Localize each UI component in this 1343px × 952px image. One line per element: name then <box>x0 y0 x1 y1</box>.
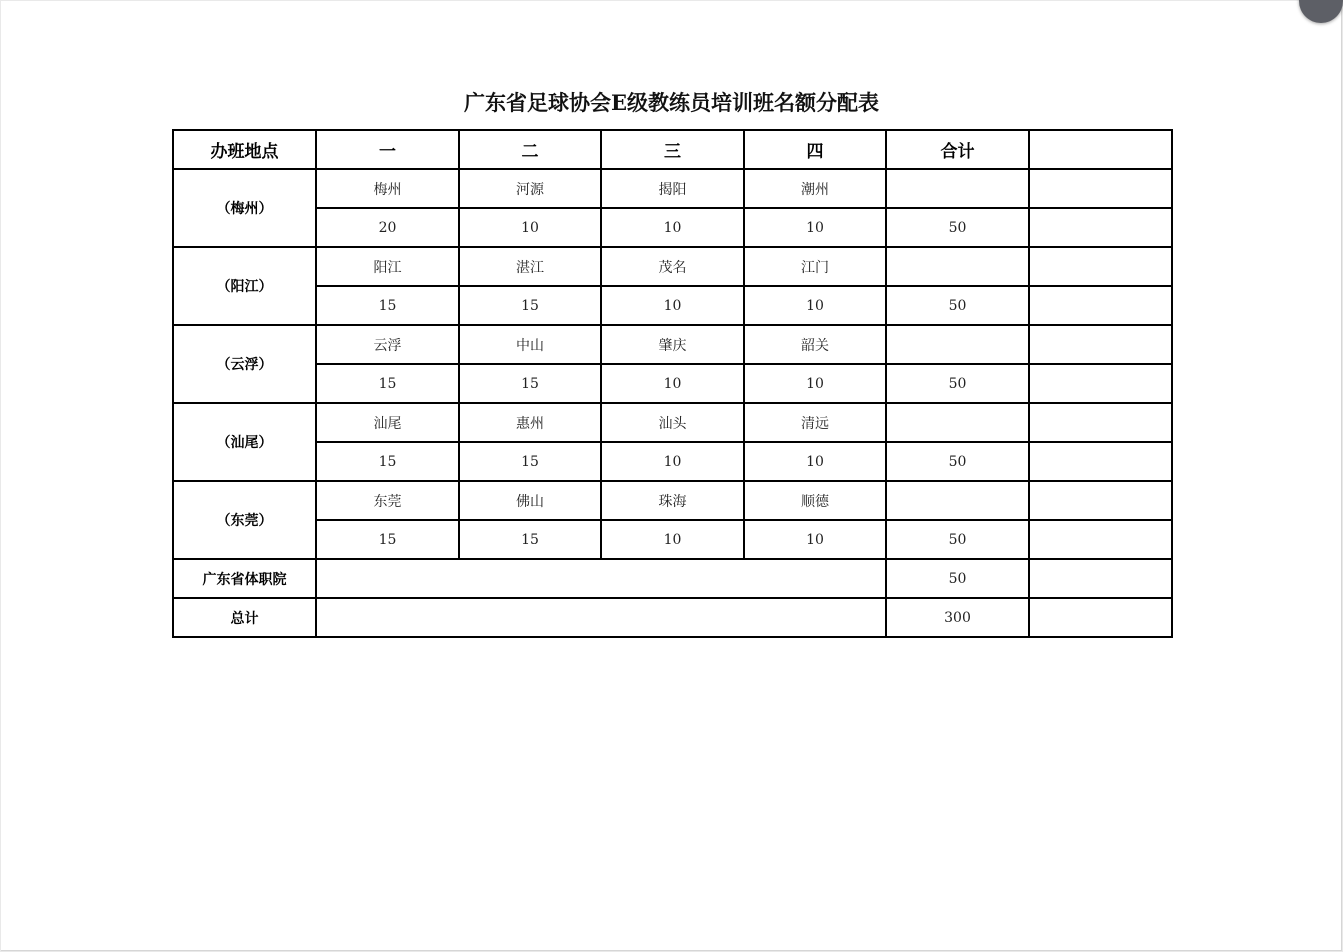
city-cell: 佛山 <box>459 481 601 520</box>
quota-table <box>172 129 1173 638</box>
table-row <box>173 364 1172 403</box>
quota-cell: 10 <box>601 364 744 403</box>
header-extra <box>1029 130 1172 169</box>
header-col-4: 四 <box>744 130 886 169</box>
quota-cell: 15 <box>459 520 601 559</box>
table-row <box>173 520 1172 559</box>
empty-cell <box>1029 247 1172 286</box>
empty-cell <box>1029 364 1172 403</box>
institute-label: 广东省体职院 <box>173 559 316 598</box>
quota-cell: 10 <box>744 364 886 403</box>
quota-cell: 10 <box>601 208 744 247</box>
city-cell: 肇庆 <box>601 325 744 364</box>
grand-total-value: 300 <box>886 598 1029 637</box>
document-title: 广东省足球协会E级教练员培训班名额分配表 <box>463 90 879 115</box>
city-cell: 顺德 <box>744 481 886 520</box>
quota-cell: 10 <box>459 208 601 247</box>
merged-empty-cell <box>316 559 886 598</box>
city-cell: 汕尾 <box>316 403 459 442</box>
city-cell: 潮州 <box>744 169 886 208</box>
city-cell: 汕头 <box>601 403 744 442</box>
empty-cell <box>886 247 1029 286</box>
city-cell: 揭阳 <box>601 169 744 208</box>
document-page <box>1 1 1342 951</box>
empty-cell <box>886 481 1029 520</box>
empty-cell <box>1029 208 1172 247</box>
quota-cell: 10 <box>601 286 744 325</box>
header-col-3: 三 <box>601 130 744 169</box>
city-cell: 中山 <box>459 325 601 364</box>
header-row <box>173 130 1172 169</box>
header-location: 办班地点 <box>173 130 316 169</box>
quota-cell: 20 <box>316 208 459 247</box>
subtotal-cell: 50 <box>886 208 1029 247</box>
table-row <box>173 442 1172 481</box>
empty-cell <box>1029 403 1172 442</box>
quota-cell: 15 <box>316 442 459 481</box>
site-cell: （云浮） <box>173 325 316 403</box>
city-cell: 阳江 <box>316 247 459 286</box>
quota-cell: 15 <box>316 520 459 559</box>
city-cell: 江门 <box>744 247 886 286</box>
site-cell: （阳江） <box>173 247 316 325</box>
empty-cell <box>1029 481 1172 520</box>
city-cell: 韶关 <box>744 325 886 364</box>
table-row <box>173 325 1172 364</box>
header-total: 合计 <box>886 130 1029 169</box>
floating-action-button[interactable] <box>1299 0 1343 23</box>
city-cell: 湛江 <box>459 247 601 286</box>
quota-cell: 10 <box>744 442 886 481</box>
quota-cell: 10 <box>744 520 886 559</box>
city-cell: 惠州 <box>459 403 601 442</box>
city-cell: 梅州 <box>316 169 459 208</box>
quota-cell: 15 <box>316 364 459 403</box>
quota-cell: 10 <box>601 442 744 481</box>
quota-cell: 10 <box>601 520 744 559</box>
subtotal-cell: 50 <box>886 364 1029 403</box>
table-row <box>173 481 1172 520</box>
header-col-1: 一 <box>316 130 459 169</box>
empty-cell <box>886 403 1029 442</box>
empty-cell <box>1029 169 1172 208</box>
table-row <box>173 169 1172 208</box>
grand-total-row <box>173 598 1172 637</box>
city-cell: 河源 <box>459 169 601 208</box>
city-cell: 珠海 <box>601 481 744 520</box>
subtotal-cell: 50 <box>886 442 1029 481</box>
city-cell: 茂名 <box>601 247 744 286</box>
institute-total: 50 <box>886 559 1029 598</box>
empty-cell <box>1029 559 1172 598</box>
empty-cell <box>1029 442 1172 481</box>
site-cell: （东莞） <box>173 481 316 559</box>
merged-empty-cell <box>316 598 886 637</box>
quota-cell: 15 <box>459 286 601 325</box>
table-row <box>173 247 1172 286</box>
city-cell: 云浮 <box>316 325 459 364</box>
table-row <box>173 286 1172 325</box>
subtotal-cell: 50 <box>886 520 1029 559</box>
site-cell: （汕尾） <box>173 403 316 481</box>
grand-total-label: 总计 <box>173 598 316 637</box>
city-cell: 东莞 <box>316 481 459 520</box>
empty-cell <box>886 169 1029 208</box>
empty-cell <box>1029 325 1172 364</box>
subtotal-cell: 50 <box>886 286 1029 325</box>
quota-cell: 15 <box>459 442 601 481</box>
institute-row <box>173 559 1172 598</box>
table-row <box>173 208 1172 247</box>
quota-cell: 15 <box>459 364 601 403</box>
empty-cell <box>1029 598 1172 637</box>
quota-cell: 10 <box>744 286 886 325</box>
header-col-2: 二 <box>459 130 601 169</box>
empty-cell <box>886 325 1029 364</box>
empty-cell <box>1029 286 1172 325</box>
city-cell: 清远 <box>744 403 886 442</box>
site-cell: （梅州） <box>173 169 316 247</box>
empty-cell <box>1029 520 1172 559</box>
quota-cell: 15 <box>316 286 459 325</box>
quota-cell: 10 <box>744 208 886 247</box>
table-row <box>173 403 1172 442</box>
